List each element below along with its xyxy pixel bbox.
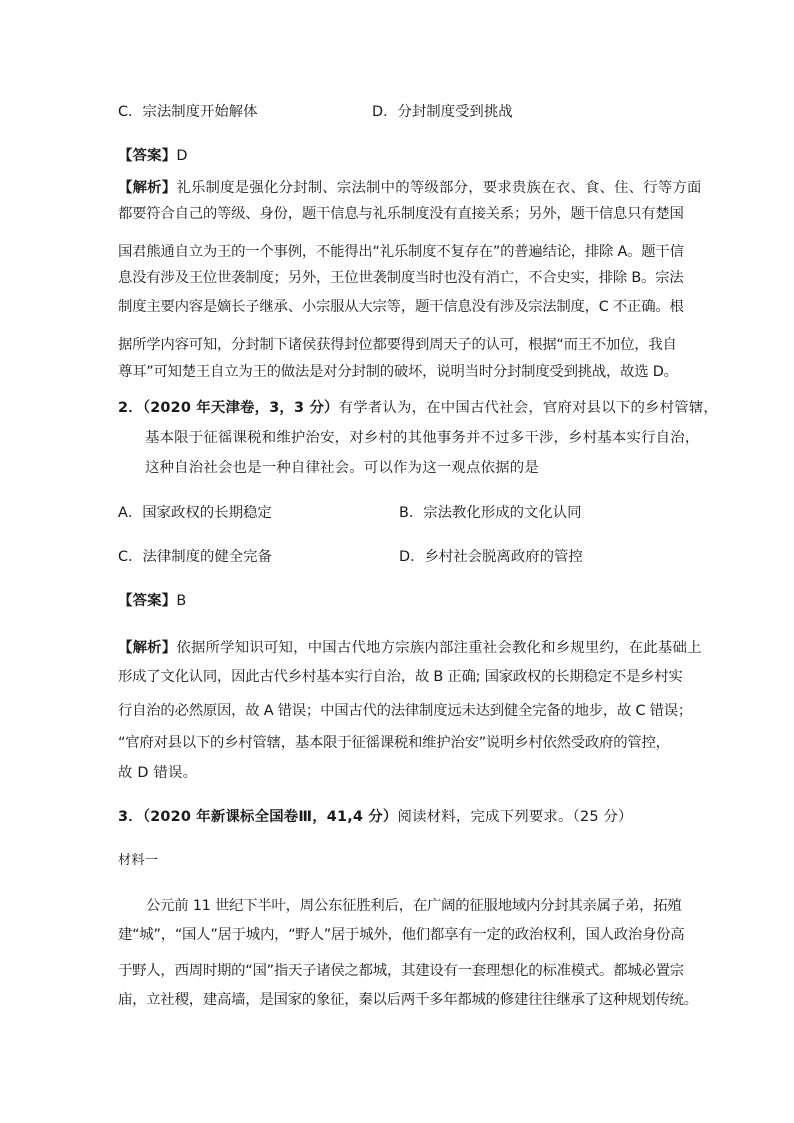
q3-material-line-1: 建“城”，“国人”居于城内，“野人”居于城外，他们都享有一定的政治权利，国人政治身份高 xyxy=(118,927,685,943)
q3-number: 3． xyxy=(118,809,143,825)
q1-answer-value: D xyxy=(176,148,188,164)
q1-answer xyxy=(118,146,188,166)
q2-option-b: B．宗法教化形成的文化认同 xyxy=(399,505,582,521)
q3-material-line-3: 庙，立社稷，建高墙，是国家的象征，秦以后两千多年都城的修建往往继承了这种规划传统。 xyxy=(118,992,698,1008)
q1-analysis-line-0: 【解析】礼乐制度是强化分封制、宗法制中的等级部分，要求贵族在衣、食、住、行等方面 xyxy=(118,180,702,196)
q3-source: （2020 年新课标全国卷Ⅲ，41,4 分） xyxy=(142,809,398,825)
q2-answer-label: 【答案】 xyxy=(118,593,177,609)
q1-analysis-label: 【解析】 xyxy=(118,180,177,196)
q3-material-line-0: 公元前 11 世纪下半叶，周公东征胜利后，在广阔的征服地域内分封其亲属子弟，拓殖 xyxy=(146,898,682,914)
q1-analysis-line-2: 国君熊通自立为王的一个事例，不能得出“礼乐制度不复存在”的普遍结论，排除 A。题干信 xyxy=(118,244,684,260)
q2-analysis-label: 【解析】 xyxy=(118,640,177,656)
q2-answer xyxy=(118,591,186,611)
q2-number: 2． xyxy=(118,400,143,416)
q1-analysis-line-4: 制度主要内容是嫡长子继承、小宗服从大宗等，题干信息没有涉及宗法制度，C 不正确。根 xyxy=(118,299,684,315)
q2-analysis-line-4: 故 D 错误。 xyxy=(118,765,198,781)
q3-stem: 3．（2020 年新课标全国卷Ⅲ，41,4 分）阅读材料，完成下列要求。（25 分） xyxy=(118,809,633,825)
q2-stem-line-1: 基本限于征徭课税和维护治安，对乡村的其他事务并不过多干涉，乡村基本实行自治， xyxy=(145,430,700,446)
q2-analysis-line-1: 形成了文化认同，因此古代乡村基本实行自治，故 B 正确; 国家政权的长期稳定不是乡村实 xyxy=(118,669,683,685)
q2-stem-line-0: 2．（2020 年天津卷，3，3 分）有学者认为，在中国古代社会，官府对县以下的乡村管辖， xyxy=(118,400,718,416)
q2-analysis-line-3: “官府对县以下的乡村管辖，基本限于征徭课税和维护治安”说明乡村依然受政府的管控， xyxy=(118,735,670,751)
q1-analysis-line-6: 尊耳”可知楚王自立为王的做法是对分封制的破坏，说明当时分封制度受到挑战，故选 D。 xyxy=(118,364,678,380)
q2-option-d: D．乡村社会脱离政府的管控 xyxy=(399,549,583,565)
q2-stem-line-2: 这种自治社会也是一种自律社会。可以作为这一观点依据的是 xyxy=(145,460,539,476)
q1-answer-label: 【答案】 xyxy=(118,148,177,164)
q1-option-d: D．分封制度受到挑战 xyxy=(372,104,513,120)
q2-analysis-line-0: 【解析】依据所学知识可知，中国古代地方宗族内部注重社会教化和乡规里约，在此基础上 xyxy=(118,640,702,656)
q3-material-line-2: 于野人，西周时期的“国”指天子诸侯之都城，其建设有一套理想化的标准模式。都城必置宗 xyxy=(118,963,684,979)
q1-analysis-line-1: 都要符合自己的等级、身份，题干信息与礼乐制度没有直接关系；另外，题干信息只有楚国 xyxy=(118,206,684,222)
q2-answer-value: B xyxy=(176,593,187,609)
q3-material-title: 材料一 xyxy=(118,853,159,868)
q1-analysis-line-5: 据所学内容可知，分封制下诸侯获得封位都要得到周天子的认可，根据“而王不加位，我自 xyxy=(118,337,677,353)
q2-source: （2020 年天津卷，3，3 分） xyxy=(142,400,339,416)
q1-analysis-line-3: 息没有涉及王位世袭制度；另外，王位世袭制度当时也没有消亡，不合史实，排除 B。宗法 xyxy=(118,270,684,286)
q2-analysis-line-2: 行自治的必然原因，故 A 错误；中国古代的法律制度远未达到健全完备的地步，故 C 错误； xyxy=(118,703,693,719)
q2-option-c: C．法律制度的健全完备 xyxy=(118,549,272,565)
q2-option-a: A．国家政权的长期稳定 xyxy=(118,505,272,521)
q1-option-c: C．宗法制度开始解体 xyxy=(118,104,258,120)
